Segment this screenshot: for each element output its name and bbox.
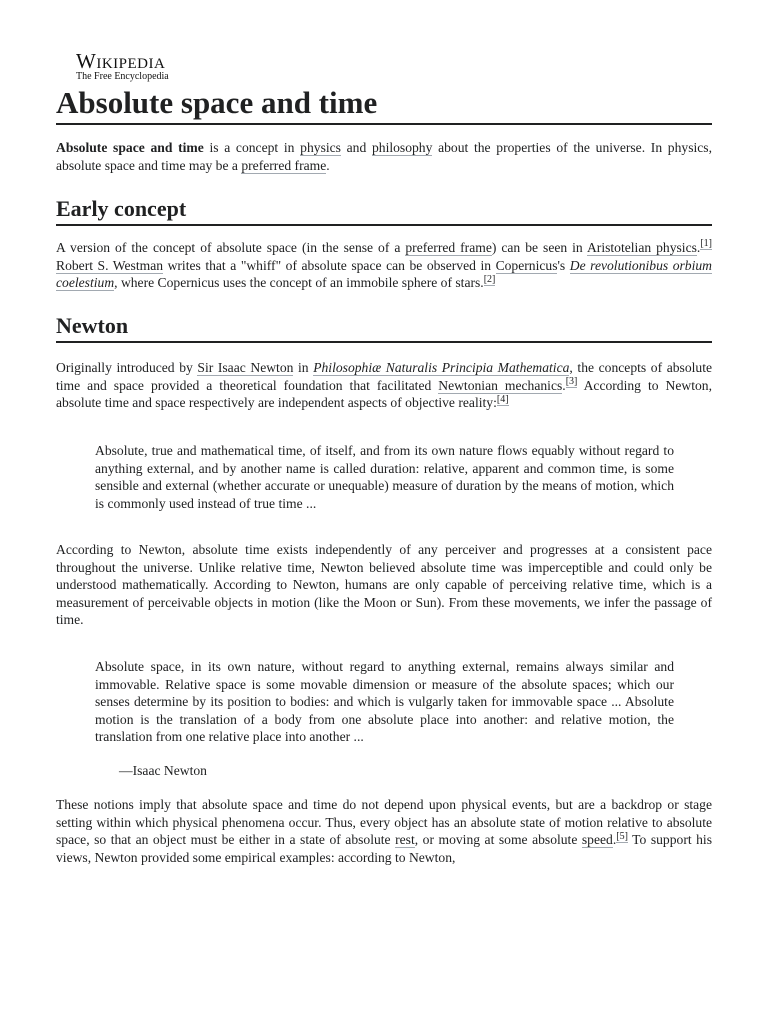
ref-3[interactable] — [566, 376, 578, 388]
ref-4-link[interactable]: [4] — [496, 393, 509, 405]
page-title: Absolute space and time — [56, 84, 712, 125]
intro-text: and — [340, 140, 372, 155]
link-robert-westman[interactable]: Robert S. Westman — [56, 257, 164, 273]
ref-3-link[interactable]: [3] — [565, 376, 578, 388]
heading-early-concept: Early concept — [56, 195, 712, 226]
link-copernicus[interactable]: Copernicus — [495, 257, 558, 273]
ref-4[interactable] — [497, 394, 509, 406]
newton-text: According to Newton, absolute time and space respectively are independent aspects of objective reality: — [56, 377, 712, 411]
link-speed[interactable]: speed — [581, 832, 613, 848]
link-aristotelian-physics[interactable]: Aristotelian physics — [586, 240, 697, 255]
newton-text: , or moving at some absolute — [414, 832, 582, 848]
quote-absolute-space: Absolute space, in its own nature, without regard to anything external, remains always similar and immovable. Relative space is some movable dimension or measure of the absolute spaces; which our senses determine by its position to bodies: and which is vulgarly taken for immovable space ... Absolute motion is the translation of a body from one absolute place into another: and relative motion, the translation from one relative place into another ... — [95, 659, 674, 745]
link-preferred-frame[interactable]: preferred frame — [405, 240, 492, 255]
ref-1[interactable] — [700, 238, 712, 250]
link-physics[interactable]: physics — [300, 140, 341, 155]
ref-1-link[interactable]: [1] — [700, 238, 712, 250]
logo-wordmark: Wikipedia — [76, 49, 166, 73]
link-principia[interactable]: Philosophiæ Naturalis Principia Mathematica — [313, 360, 570, 375]
intro-text: about the properties of the universe. In physics, absolute space and time may be a — [56, 140, 712, 173]
newton-text: , the concepts of absolute time and space provided a theoretical foundation that facilitated — [56, 360, 712, 393]
intro-bold-term: Absolute space and time — [56, 140, 204, 155]
early-text: 's — [557, 257, 570, 273]
ref-2-link[interactable]: [2] — [483, 273, 496, 285]
quote-attribution: —Isaac Newton — [119, 763, 207, 778]
early-concept-paragraph — [56, 239, 712, 292]
heading-newton: Newton — [56, 312, 712, 343]
newton-text: To support his views, Newton provided some empirical examples: according to Newton, — [56, 832, 713, 865]
intro-text: is a concept in — [203, 140, 301, 155]
early-text: writes that a "whiff" of absolute space can be observed in — [163, 257, 496, 273]
early-text: ) can be seen in — [491, 240, 587, 255]
intro-paragraph — [56, 139, 712, 174]
link-isaac-newton[interactable]: Sir Isaac Newton — [197, 360, 294, 375]
newton-text: in — [293, 360, 314, 375]
link-rest[interactable]: rest — [395, 832, 415, 848]
logo-tagline: The Free Encyclopedia — [76, 71, 169, 82]
ref-5[interactable] — [616, 831, 628, 843]
ref-2[interactable] — [484, 274, 496, 286]
newton-text: . — [612, 832, 617, 848]
link-newtonian-mechanics[interactable]: Newtonian mechanics — [438, 377, 563, 393]
early-text: A version of the concept of absolute space (in the sense of a — [56, 240, 406, 255]
newton-text: These notions imply that absolute space and time do not depend upon physical events, but are a backdrop or stage setting within which physical phenomena occur. Thus, every object has an absolute state of motion relative to absolute space, so that an object must be either in a state of absolute — [56, 797, 712, 848]
wikipedia-logo[interactable] — [76, 50, 216, 83]
newton-paragraph-1 — [56, 359, 712, 412]
early-text: , where Copernicus uses the concept of an immobile sphere of stars. — [114, 275, 484, 291]
early-text: . — [696, 240, 701, 255]
link-preferred-frame[interactable]: preferred frame — [241, 157, 327, 173]
newton-paragraph-3 — [56, 796, 712, 866]
newton-text: Originally introduced by — [56, 360, 198, 375]
newton-text: . — [562, 377, 566, 393]
link-philosophy[interactable]: philosophy — [371, 140, 433, 155]
newton-paragraph-2: According to Newton, absolute time exists independently of any perceiver and progresses at a consistent pace throughout the universe. Unlike relative time, Newton believed absolute time was imperceptible and could only be understood mathematically. According to Newton, humans are only capable of perceiving relative time, which is a measurement of perceivable objects in motion (like the Moon or Sun). From these movements, we infer the passage of time. — [56, 542, 712, 628]
link-de-revolutionibus[interactable]: De revolutionibus orbium coelestium — [56, 257, 712, 291]
quote-absolute-time: Absolute, true and mathematical time, of itself, and from its own nature flows equably without regard to anything external, and by another name is called duration: relative, apparent and common time, is some sensible and external (whether accurate or unequable) measure of duration by the means of motion, which is commonly used instead of true time ... — [95, 443, 674, 511]
intro-text: . — [326, 157, 330, 173]
ref-5-link[interactable]: [5] — [616, 830, 628, 842]
